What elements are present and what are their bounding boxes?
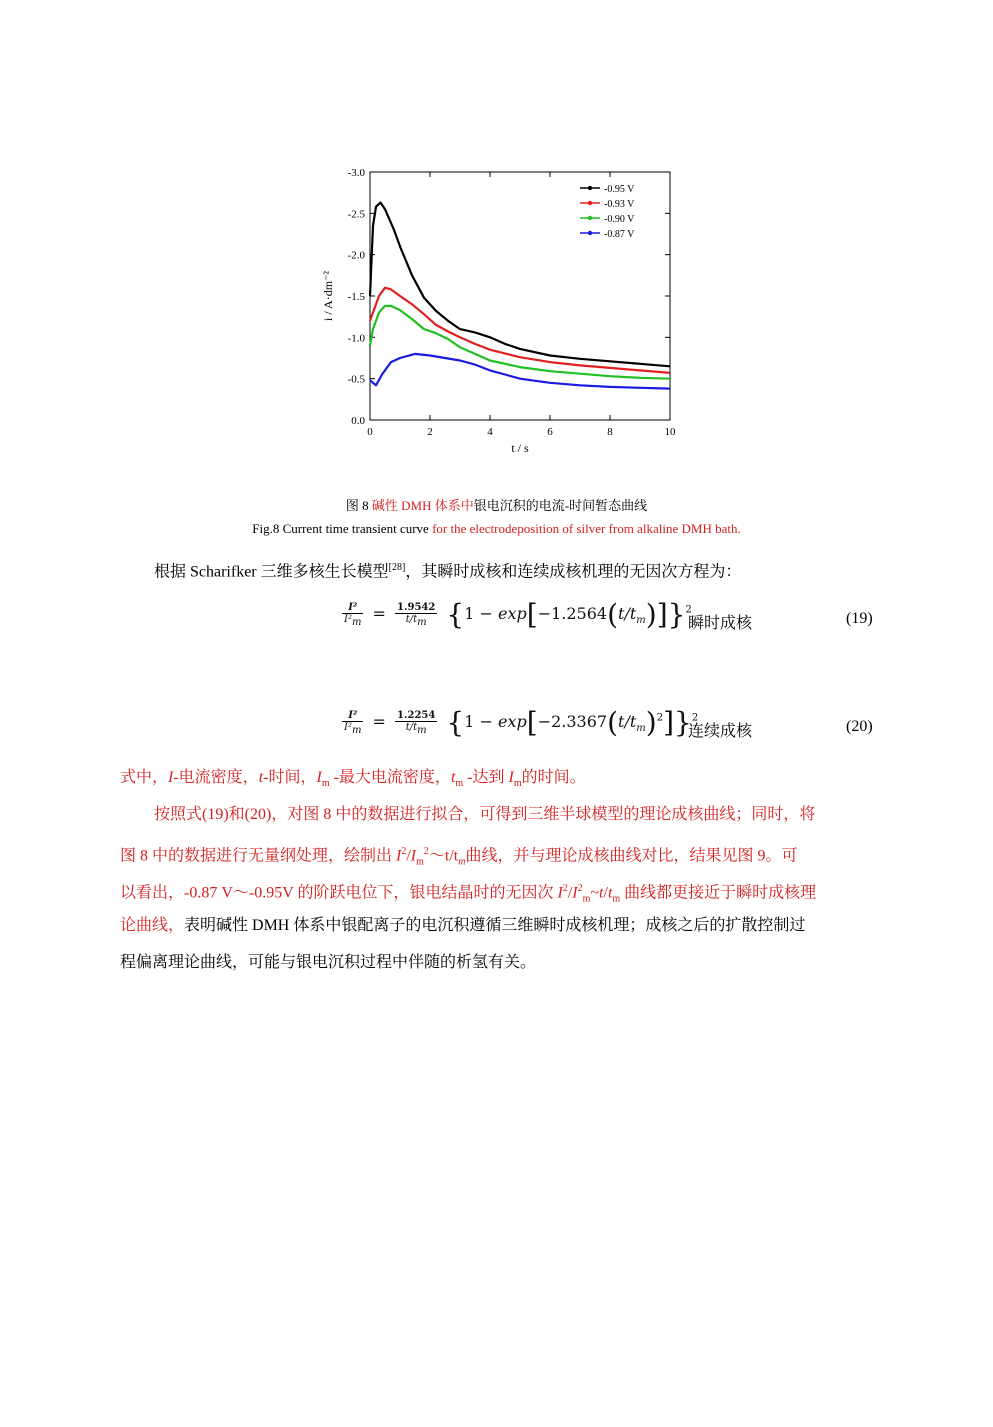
- body-line-4a: 论曲线，: [120, 917, 185, 934]
- y-tick-label: -2.5: [347, 208, 365, 221]
- series-line-1: [370, 288, 670, 373]
- body-line-2a: 图 8 中的数据进行无量纲处理，绘制出: [120, 847, 397, 865]
- def-symbol-im2: I: [508, 769, 514, 786]
- eq19-coef: 1.9542: [397, 601, 436, 613]
- intro-ref: [28]: [388, 562, 406, 573]
- eq19-inner: 1.2564: [551, 604, 608, 623]
- def-text-5: -时间，: [263, 769, 317, 786]
- x-tick-label: 6: [547, 426, 553, 438]
- body-line-2: 图 8 中的数据进行无量纲处理，绘制出 $I^2/I_m^2\sim t/t_m$曲线，并与理论成核曲线对比，结果见图 9。可: [120, 846, 798, 868]
- body-line-1: 按照式(19)和(20)，对图 8 中的数据进行拟合，可得到三维半球模型的理论成核曲线；同时，将: [154, 806, 816, 823]
- body-line-2b: ～t/t: [428, 847, 459, 865]
- legend-label-2: -0.90 V: [604, 214, 635, 225]
- y-axis-label: i / A·dm⁻²: [321, 271, 335, 321]
- y-tick-label: -2.0: [347, 249, 365, 262]
- eq20-number: (20): [846, 718, 873, 735]
- series-line-2: [370, 306, 670, 379]
- x-axis-label: t / s: [511, 441, 529, 455]
- equation-19: $\frac{\text{I²}}{I^2_m}$ = $\frac{1.9542}{t/t_m}$ $\{1 - \exp[-1.2564(t/t_m)]\}^2$: [344, 598, 692, 631]
- body-line-3a: 以看出，-0.87 V～-0.95V 的阶跃电位下，银电结晶时的无因次: [120, 884, 558, 902]
- legend-marker-2: [588, 216, 592, 220]
- def-sub-m3: m: [513, 778, 522, 790]
- intro-text-2: ，其瞬时成核和连续成核机理的无因次方程为：: [405, 563, 742, 581]
- x-tick-label: 10: [664, 426, 676, 438]
- intro-text-1: 根据 Scharifker 三维多核生长模型: [154, 563, 389, 581]
- body-line-5: 程偏离理论曲线，可能与银电沉积过程中伴随的析氢有关。: [120, 954, 537, 971]
- equation-20: $\frac{\text{I²}}{I^2_m}$ = $\frac{1.2254}{t/t_m}$ $\{1 - \exp[-2.3367(t/t_m)^2]\}^2$: [344, 706, 699, 739]
- def-symbol-im: I: [316, 769, 322, 786]
- def-symbol-t: t: [258, 769, 264, 786]
- body-line-2c: 曲线，并与理论成核曲线对比，结果见图 9。可: [465, 847, 798, 865]
- def-text-9: -达到: [463, 769, 509, 786]
- def-symbol-tm: t: [450, 769, 456, 786]
- def-text-1: 式中，: [120, 769, 169, 786]
- figure-caption-en: [0, 521, 993, 537]
- body-line-4: [120, 908, 875, 944]
- def-symbol-i: I: [168, 769, 174, 786]
- body-line-4b: 表明碱性 DMH 体系中银配离子的电沉积遵循三维瞬时成核机理；成核之后的扩散控制过: [184, 917, 806, 934]
- caption-cn-red: 碱性 DMH 体系中: [371, 498, 474, 513]
- caption-en-red: for the electrodeposition of silver from alkaline DMH bath.: [432, 521, 741, 536]
- body-line-3b: 曲线都更接近于瞬时成核理: [624, 884, 817, 902]
- eq20-coef: 1.2254: [397, 709, 436, 721]
- x-tick-label: 2: [427, 426, 433, 438]
- legend-label-1: -0.93 V: [604, 199, 635, 210]
- caption-cn-prefix: 图 8: [345, 498, 372, 513]
- def-text-11: 的时间。: [521, 769, 586, 786]
- y-tick-label: -1.5: [347, 291, 365, 303]
- caption-cn-rest: 银电沉积的电流-时间暂态曲线: [473, 498, 648, 513]
- figure-caption-cn: [0, 495, 993, 514]
- y-tick-label: -3.0: [347, 167, 365, 179]
- body-line-3: 以看出，-0.87 V～-0.95V 的阶跃电位下，银电结晶时的无因次 $I^2/I^2_m\sim t/t_m$ 曲线都更接近于瞬时成核理: [120, 883, 817, 905]
- legend-marker-0: [588, 186, 592, 190]
- x-tick-label: 4: [487, 426, 493, 438]
- legend-label-3: -0.87 V: [604, 229, 635, 240]
- legend-marker-1: [588, 201, 592, 205]
- eq19-number: (19): [846, 610, 873, 627]
- x-tick-label: 8: [607, 426, 613, 438]
- legend-marker-3: [588, 231, 592, 235]
- def-sub-m2: m: [455, 778, 464, 790]
- definitions-line: [120, 760, 875, 802]
- y-tick-label: -1.0: [347, 332, 365, 345]
- eq19-label: 瞬时成核: [688, 615, 753, 632]
- series-line-3: [370, 354, 670, 389]
- caption-en-black: Fig.8 Current time transient curve: [252, 521, 433, 536]
- eq20-inner: 2.3367: [551, 712, 608, 731]
- legend-label-0: -0.95 V: [604, 184, 635, 195]
- def-sub-m1: m: [321, 778, 330, 790]
- y-tick-label: -0.5: [347, 373, 365, 386]
- series-line-0: [370, 203, 670, 367]
- x-tick-label: 0: [367, 426, 373, 438]
- def-text-3: -电流密度，: [173, 769, 259, 786]
- intro-paragraph: [154, 550, 874, 590]
- eq20-label: 连续成核: [688, 723, 753, 740]
- def-text-7: -最大电流密度，: [329, 769, 451, 786]
- current-time-chart: [310, 160, 690, 460]
- y-tick-label: 0.0: [351, 415, 365, 427]
